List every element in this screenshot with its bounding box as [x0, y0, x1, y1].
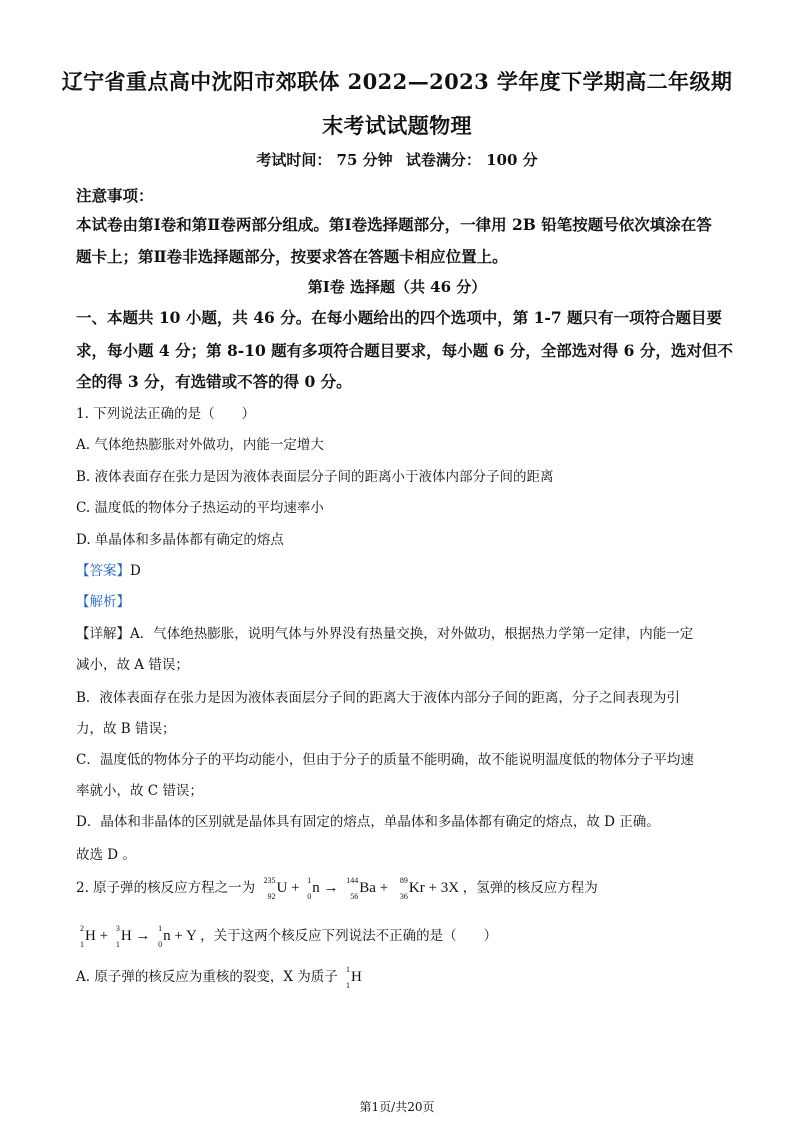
q1-option-a: A. 气体绝热膨胀对外做功，内能一定增大 — [76, 437, 324, 453]
q1-option-d: D. 单晶体和多晶体都有确定的熔点 — [76, 532, 284, 548]
isotope-neutron-2: 1 0 — [158, 923, 163, 949]
isotope-h3: 3 1 — [115, 923, 120, 949]
detail-line1 — [76, 622, 693, 642]
exam-full-score: 试卷满分： 100 分 — [405, 151, 538, 169]
q2-stem-post: ，氢弹的核反应方程为 — [462, 880, 598, 896]
section-intro-line1: 一、本题共 10 小题，共 46 分。在每小题给出的四个选项中，第 1-7 题只有一项符合题目要 — [76, 308, 723, 327]
fission-equation: 235 92 U + 1 0 n → 144 56 Ba + 89 36 Kr + 3X — [259, 880, 462, 896]
q2-stem-pre: 2. 原子弹的核反应方程之一为 — [76, 880, 256, 896]
answer-tag: 【答案】 — [76, 563, 130, 579]
notice-line2: 题卡上；第Ⅱ卷非选择题部分，按要求答在答题卡相应位置上。 — [76, 247, 508, 266]
exam-time: 考试时间： 75 分钟 — [256, 151, 393, 169]
isotope-h2: 2 1 — [80, 923, 84, 949]
analysis-tag: 【解析】 — [76, 594, 130, 610]
detail-line7: D．晶体和非晶体的区别就是晶体具有固定的熔点，单晶体和多晶体都有确定的熔点，故 D 正确。 — [76, 814, 660, 830]
fusion-equation: 2 1 H + 3 1 H → 1 0 n + Y — [76, 928, 200, 944]
section-title: 第Ⅰ卷 选择题（共 46 分） — [307, 278, 487, 296]
detail-line4: 力，故 B 错误； — [76, 721, 176, 737]
q1-answer — [76, 559, 141, 579]
isotope-proton: 1 1 — [346, 964, 351, 990]
detail-line3: B．液体表面存在张力是因为液体表面层分子间的距离大于液体内部分子间的距离，分子之间表现为引 — [76, 690, 680, 706]
detail-line2: 减小，故 A 错误； — [76, 657, 189, 673]
detail-tag: 【详解】 — [76, 626, 130, 642]
detail-line6: 率就小，故 C 错误； — [76, 783, 203, 799]
section-intro-line3: 全的得 3 分，有选错或不答的得 0 分。 — [76, 372, 352, 391]
q1-option-b: B. 液体表面存在张力是因为液体表面层分子间的距离小于液体内部分子间的距离 — [76, 469, 554, 485]
isotope-u235: 235 92 — [263, 875, 276, 901]
section-intro-line2: 求，每小题 4 分；第 8-10 题有多项符合题目要求，每小题 6 分，全部选对得 6 分，选对但不 — [76, 341, 733, 360]
q2-line2-post: ，关于这两个核反应下列说法不正确的是（ ） — [200, 928, 498, 944]
isotope-neutron: 1 0 — [307, 875, 312, 901]
detail-line5: C．温度低的物体分子的平均动能小，但由于分子的质量不能明确，故不能说明温度低的物体分子平均速 — [76, 752, 694, 768]
q2-stem-line1 — [76, 876, 598, 901]
exam-title-line2: 末考试试题物理 — [322, 113, 472, 138]
page-footer: 第1页/共20页 — [359, 1100, 435, 1114]
q2-option-a: A. 原子弹的核反应为重核的裂变，X 为质子 1 1 H — [76, 964, 362, 990]
isotope-ba144: 144 56 — [346, 875, 359, 901]
notice-heading: 注意事项： — [76, 186, 154, 205]
detail-a-text: A．气体绝热膨胀，说明气体与外界没有热量交换，对外做功，根据热力学第一定律，内能一定 — [130, 626, 694, 642]
answer-value: D — [130, 563, 141, 579]
exam-info — [0, 149, 794, 170]
q1-conclusion: 故选 D 。 — [76, 847, 136, 863]
isotope-kr89: 89 36 — [399, 875, 408, 901]
q1-option-c: C. 温度低的物体分子热运动的平均速率小 — [76, 500, 324, 516]
q2-stem-line2 — [76, 924, 497, 949]
notice-line1: 本试卷由第Ⅰ卷和第Ⅱ卷两部分组成。第Ⅰ卷选择题部分，一律用 2B 铅笔按题号依次填涂在答 — [76, 215, 712, 234]
exam-title-line1: 辽宁省重点高中沈阳市郊联体 2022—2023 学年度下学期高二年级期 — [61, 69, 733, 94]
q1-stem: 1. 下列说法正确的是（ ） — [76, 406, 256, 422]
